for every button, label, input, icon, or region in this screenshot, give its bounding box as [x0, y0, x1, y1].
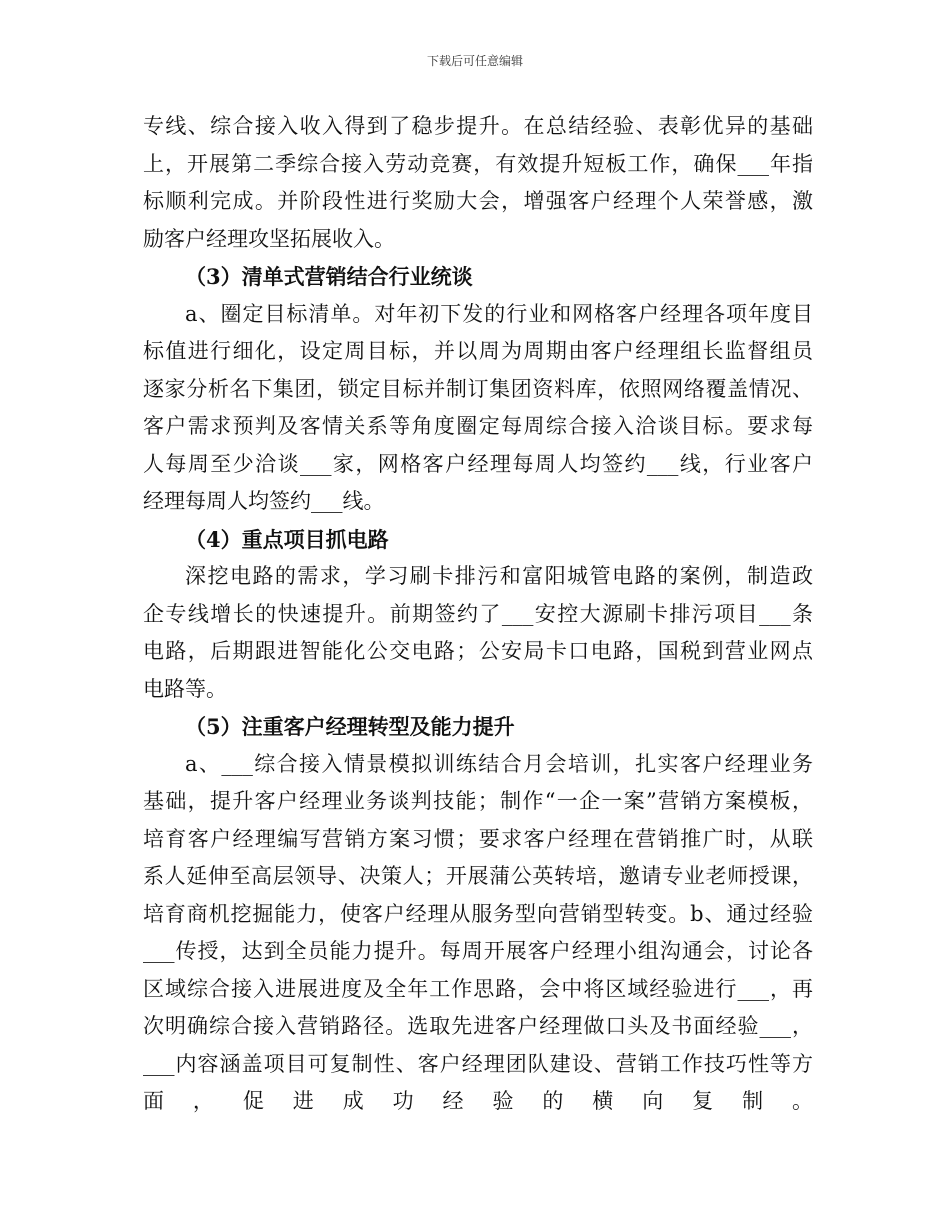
document-body: [143, 108, 813, 1158]
text-line: 上，开展第二季综合接入劳动竞赛，有效提升短板工作，确保___年指: [143, 151, 813, 176]
section-heading: （4）重点项目抓电路: [185, 526, 389, 552]
section-heading: （3）清单式营销结合行业统谈: [185, 264, 473, 289]
text-line: 区域综合接入进展进度及全年工作思路，会中将区域经验进行___，再: [143, 976, 813, 1001]
page-header: 下载后可任意编辑: [426, 54, 523, 68]
text-line: ___内容涵盖项目可复制性、客户经理团队建设、营销工作技巧性等方: [143, 1051, 813, 1076]
text-line: 面，促进成功经验的横向复制。: [143, 1089, 813, 1113]
text-line: 深挖电路的需求，学习刷卡排污和富阳城管电路的案例，制造政: [185, 564, 813, 588]
text-line: 培育客户经理编写营销方案习惯；要求客户经理在营销推广时，从联: [143, 826, 813, 851]
text-line: 客户需求预判及客情关系等角度圈定每周综合接入洽谈目标。要求每: [143, 414, 813, 438]
text-line: 培育商机挖掘能力，使客户经理从服务型向营销型转变。b、通过经验: [143, 901, 813, 926]
text-line: 励客户经理攻坚拓展收入。: [143, 226, 395, 251]
text-line: 逐家分析名下集团，锁定目标并制订集团资料库，依照网络覆盖情况、: [143, 376, 813, 401]
text-line: 标值进行细化，设定周目标，并以周为周期由客户经理组长监督组员: [143, 339, 813, 363]
text-line: 系人延伸至高层领导、决策人；开展蒲公英转培，邀请专业老师授课，: [143, 864, 813, 888]
text-line: 专线、综合接入收入得到了稳步提升。在总结经验、表彰优异的基础: [143, 114, 813, 138]
text-line: ___传授，达到全员能力提升。每周开展客户经理小组沟通会，讨论各: [143, 939, 813, 963]
section-heading: （5）注重客户经理转型及能力提升: [185, 714, 515, 739]
text-line: 人每周至少洽谈___家，网格客户经理每周人均签约___线，行业客户: [143, 451, 813, 476]
text-line: 基础，提升客户经理业务谈判技能；制作“一企一案”营销方案模板，: [143, 789, 813, 813]
text-line: 电路等。: [143, 676, 227, 701]
text-line: 电路，后期跟进智能化公交电路；公安局卡口电路，国税到营业网点: [143, 639, 813, 663]
text-line: 次明确综合接入营销路径。选取先进客户经理做口头及书面经验___，: [143, 1014, 813, 1038]
text-line: 经理每周人均签约___线。: [143, 489, 385, 513]
text-line: a、圈定目标清单。对年初下发的行业和网格客户经理各项年度目: [185, 301, 813, 326]
text-line: [143, 1121, 813, 1159]
text-line: a、___综合接入情景模拟训练结合月会培训，扎实客户经理业务: [185, 751, 813, 776]
text-line: 企专线增长的快速提升。前期签约了___安控大源刷卡排污项目___条: [143, 601, 813, 626]
text-line: 标顺利完成。并阶段性进行奖励大会，增强客户经理个人荣誉感，激: [143, 189, 813, 213]
